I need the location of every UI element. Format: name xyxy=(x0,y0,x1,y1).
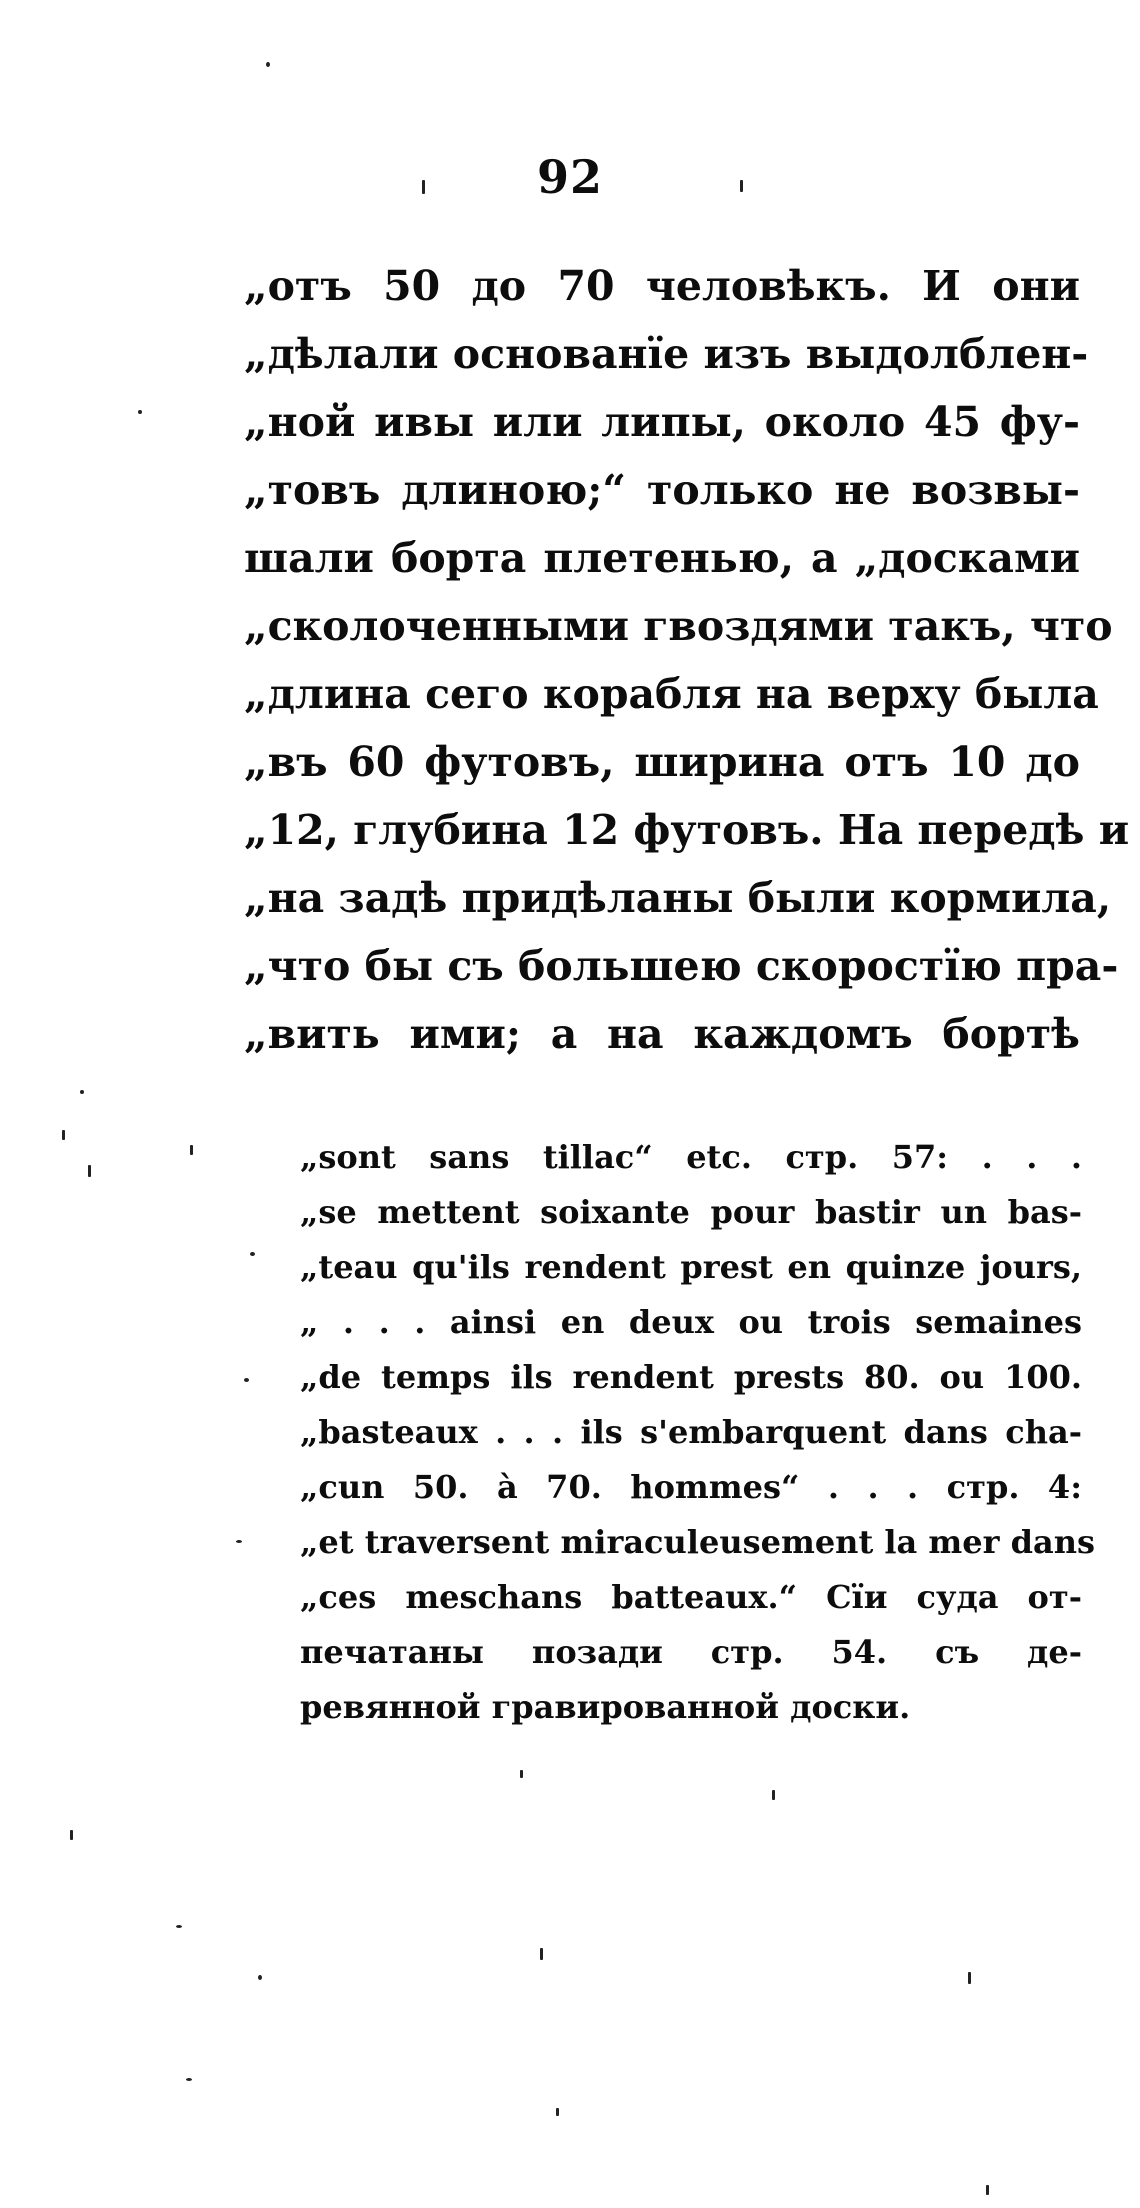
text-line: „отъ 50 до 70 человѣкъ. И они xyxy=(244,262,1080,310)
text-line: „дѣлали основанїе изъ выдолблен- xyxy=(244,330,1089,378)
print-speck xyxy=(62,1130,65,1140)
print-speck xyxy=(968,1972,971,1984)
text-line: „длина сего корабля на верху была xyxy=(244,670,1099,718)
print-speck xyxy=(772,1790,775,1800)
footnote-line: печатаны позади стр. 54. съ де- xyxy=(300,1633,1082,1671)
print-speck xyxy=(740,180,743,192)
print-speck xyxy=(138,410,142,414)
footnote-line: „ . . . ainsi en deux ou trois semaines xyxy=(300,1303,1082,1341)
print-speck xyxy=(250,1252,255,1256)
footnote-line: „cun 50. à 70. hommes“ . . . стр. 4: xyxy=(300,1468,1082,1506)
footnote-line: „de temps ils rendent prests 80. ou 100. xyxy=(300,1358,1082,1396)
text-line: „12, глубина 12 футовъ. На передѣ и xyxy=(244,806,1130,854)
footnote-block xyxy=(300,1130,1095,1735)
text-line: „на задѣ придѣланы были кормила, xyxy=(244,874,1112,922)
text-line: „сколоченными гвоздями такъ, что xyxy=(244,602,1113,650)
text-line: шали борта плетенью, а „досками xyxy=(244,534,1080,582)
print-speck xyxy=(176,1925,182,1928)
print-speck xyxy=(258,1975,262,1980)
footnote-line: „et traversent miraculeusement la mer dans xyxy=(300,1523,1095,1561)
print-speck xyxy=(540,1948,543,1960)
print-speck xyxy=(986,2185,989,2195)
footnote-line: „basteaux . . . ils s'embarquent dans cha- xyxy=(300,1413,1082,1451)
footnote-line: ревянной гравированной доски. xyxy=(300,1688,911,1726)
text-line: „вить ими; а на каждомъ бортѣ xyxy=(244,1010,1080,1058)
print-speck xyxy=(244,1378,249,1382)
print-speck xyxy=(422,180,425,194)
print-speck xyxy=(70,1830,73,1840)
print-speck xyxy=(266,62,270,67)
print-speck xyxy=(556,2108,559,2116)
footnote-line: „ces meschans batteaux.“ Сїи суда от- xyxy=(300,1578,1082,1616)
page-number: 92 xyxy=(536,150,603,204)
text-line: „ной ивы или липы, около 45 фу- xyxy=(244,398,1080,446)
main-text-block xyxy=(244,252,1130,1068)
text-line: „что бы съ большею скоростїю пра- xyxy=(244,942,1119,990)
print-speck xyxy=(190,1145,193,1155)
text-line: „товъ длиною;“ только не возвы- xyxy=(244,466,1080,514)
footnote-line: „teau qu'ils rendent prest en quinze jours, xyxy=(300,1248,1082,1286)
print-speck xyxy=(186,2078,192,2081)
print-speck xyxy=(80,1090,84,1094)
print-speck xyxy=(236,1540,242,1543)
footnote-line: „se mettent soixante pour bastir un bas- xyxy=(300,1193,1082,1231)
footnote-line: „sont sans tillac“ etc. стр. 57: . . . xyxy=(300,1138,1082,1176)
text-line: „въ 60 футовъ, ширина отъ 10 до xyxy=(244,738,1080,786)
print-speck xyxy=(520,1770,523,1778)
print-speck xyxy=(88,1165,91,1177)
